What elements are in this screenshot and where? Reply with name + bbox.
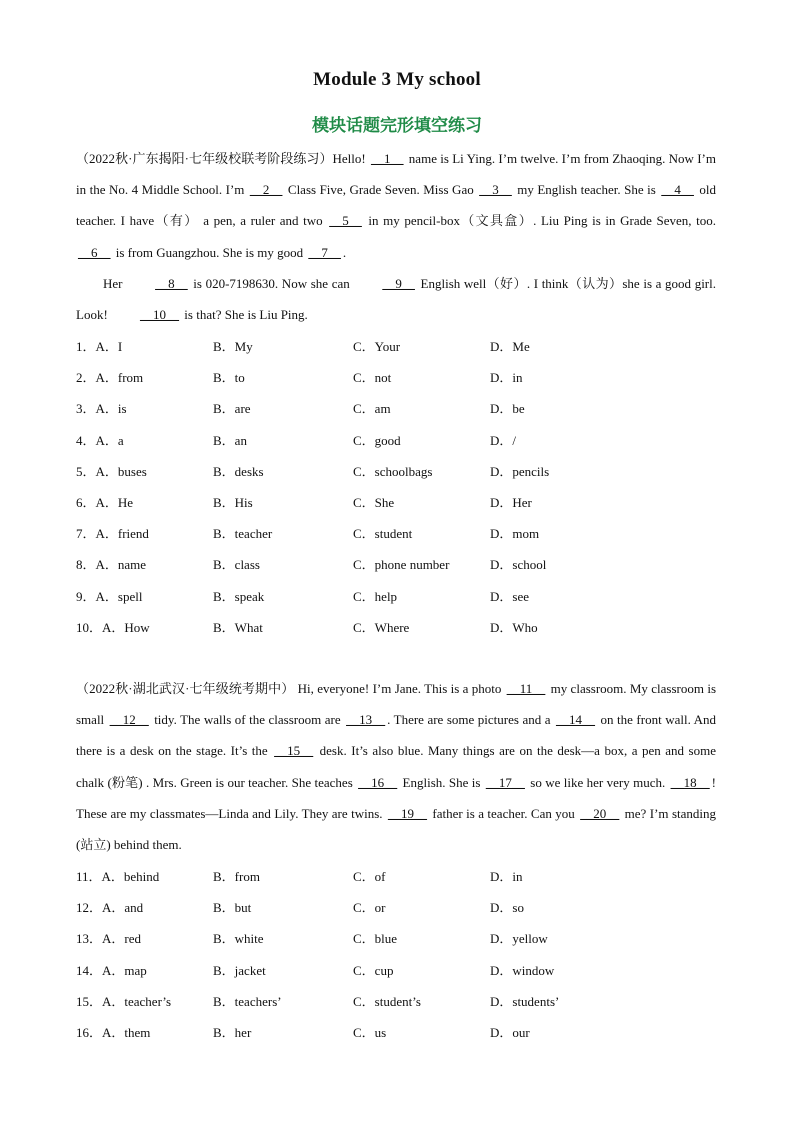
page-title: Module 3 My school	[313, 69, 481, 90]
question-row	[76, 581, 716, 612]
passage-text: （2022秋·广东揭阳·七年级校联考阶段练习）Hello!	[76, 151, 370, 166]
passage-text: desk. It’s also blue. Many things are on the desk—a box, a pen and some chalk (粉笔) . Mrs. Green is our teacher. She teaches	[76, 743, 716, 790]
option-d[interactable]: D．mom	[490, 526, 540, 542]
option-c[interactable]: C．She	[353, 494, 395, 510]
passage-text: is 020-7198630. Now she can	[189, 275, 354, 291]
option-d[interactable]: D．our	[490, 1024, 530, 1040]
option-c[interactable]: C．not	[353, 370, 392, 386]
answer-blank[interactable]: __19__	[387, 805, 427, 821]
question-row	[76, 923, 716, 954]
option-a[interactable]: 12．A．and	[76, 900, 144, 916]
option-b[interactable]: B．are	[213, 401, 251, 417]
question-row	[76, 549, 716, 580]
passage-text: father is a teacher. Can you	[428, 805, 579, 821]
answer-blank[interactable]: __3__	[479, 182, 512, 198]
answer-blank[interactable]: __12__	[109, 712, 149, 728]
option-a[interactable]: 14．A．map	[76, 962, 147, 978]
question-row	[76, 518, 716, 549]
option-d[interactable]: D．Who	[490, 619, 538, 635]
passage-text: is from Guangzhou. She is my good	[112, 244, 307, 260]
answer-blank[interactable]: __14__	[556, 712, 595, 728]
option-c[interactable]: C．us	[353, 1024, 387, 1040]
option-a[interactable]: 3．A．is	[76, 401, 127, 417]
option-b[interactable]: B．white	[213, 931, 264, 947]
option-b[interactable]: B．class	[213, 557, 260, 573]
option-a[interactable]: 10．A．How	[76, 619, 150, 635]
question-row	[76, 861, 716, 892]
option-c[interactable]: C．Where	[353, 619, 410, 635]
option-a[interactable]: 6．A．He	[76, 494, 134, 510]
option-d[interactable]: D．/	[490, 432, 517, 448]
question-row	[76, 362, 716, 393]
option-a[interactable]: 8．A．name	[76, 557, 147, 573]
question-row	[76, 1017, 716, 1048]
answer-blank[interactable]: __10__	[140, 307, 180, 323]
answer-blank[interactable]: __16__	[358, 774, 398, 790]
option-c[interactable]: C．student	[353, 526, 413, 542]
passage-text: （2022秋·湖北武汉·七年级统考期中） Hi, everyone! I’m Jane. This is a photo	[76, 681, 505, 696]
option-a[interactable]: 15．A．teacher’s	[76, 993, 172, 1009]
option-d[interactable]: D．school	[490, 557, 547, 573]
passage-text: English. She is	[399, 774, 484, 790]
option-c[interactable]: C．schoolbags	[353, 463, 433, 479]
option-c[interactable]: C．help	[353, 588, 398, 604]
passage-text: so we like her very much.	[526, 774, 669, 790]
answer-blank[interactable]: __6__	[78, 244, 111, 260]
option-a[interactable]: 7．A．friend	[76, 526, 149, 542]
option-a[interactable]: 9．A．spell	[76, 588, 143, 604]
option-b[interactable]: B．but	[213, 900, 252, 916]
option-d[interactable]: D．Her	[490, 494, 532, 510]
option-b[interactable]: B．to	[213, 370, 245, 386]
option-c[interactable]: C．cup	[353, 962, 394, 978]
option-b[interactable]: B．speak	[213, 588, 265, 604]
passage-text: on the front wall. And there is a desk on the stage. It’s the	[76, 712, 716, 759]
option-a[interactable]: 1．A．I	[76, 339, 123, 354]
answer-blank[interactable]: __4__	[661, 182, 694, 198]
option-a[interactable]: 5．A．buses	[76, 463, 147, 479]
option-a[interactable]: 2．A．from	[76, 370, 144, 386]
option-d[interactable]: D．in	[490, 370, 523, 386]
option-b[interactable]: B．teachers’	[213, 993, 282, 1009]
option-c[interactable]: C．good	[353, 432, 401, 448]
option-d[interactable]: D．pencils	[490, 463, 550, 479]
passage-text: in my pencil-box（文具盒）. Liu Ping is in Grade Seven, too.	[363, 213, 716, 229]
option-c[interactable]: C．student’s	[353, 993, 421, 1009]
option-b[interactable]: B．desks	[213, 463, 264, 479]
passage-1-paragraph-2	[76, 268, 716, 330]
option-d[interactable]: D．yellow	[490, 931, 548, 947]
page-subtitle: 模块话题完形填空练习	[312, 116, 482, 136]
question-row	[76, 612, 716, 643]
option-a[interactable]: 11．A．behind	[76, 869, 160, 884]
option-c[interactable]: C．am	[353, 401, 391, 417]
passage-1	[76, 143, 716, 330]
answer-blank[interactable]: __17__	[485, 774, 525, 790]
question-row	[76, 892, 716, 923]
passage-text: tidy. The walls of the classroom are	[150, 712, 345, 728]
option-c[interactable]: C．blue	[353, 931, 398, 947]
question-row	[76, 986, 716, 1017]
option-a[interactable]: 4．A．a	[76, 432, 124, 448]
passage-text: me? I’m standing (站立) behind them.	[76, 805, 716, 853]
question-row	[76, 425, 716, 456]
passage-text: is that? She is Liu Ping.	[181, 307, 308, 323]
passage-text: ! These are my classmates—Linda and Lily. They are twins.	[76, 774, 716, 821]
option-a[interactable]: 16．A．them	[76, 1024, 151, 1040]
answer-blank[interactable]: __11__	[506, 681, 546, 696]
passage-text: Her	[103, 275, 127, 291]
passage-1-paragraph-1	[76, 143, 716, 268]
option-b[interactable]: B．My	[213, 339, 253, 354]
option-d[interactable]: D．so	[490, 900, 524, 916]
option-d[interactable]: D．window	[490, 962, 555, 978]
answer-blank[interactable]: __2__	[249, 182, 283, 198]
option-a[interactable]: 13．A．red	[76, 931, 141, 947]
passage-text: Class Five, Grade Seven. Miss Gao	[284, 182, 478, 198]
option-c[interactable]: C．of	[353, 869, 386, 884]
passage-2-paragraph-1	[76, 673, 716, 860]
passage-text: my classroom. My classroom is small	[76, 681, 717, 728]
option-b[interactable]: B．His	[213, 494, 253, 510]
passage-2	[76, 673, 716, 860]
option-d[interactable]: D．in	[490, 869, 523, 884]
question-list-1	[76, 331, 716, 643]
option-c[interactable]: C．phone number	[353, 557, 450, 573]
answer-blank[interactable]: __15__	[274, 743, 314, 759]
answer-blank[interactable]: __20__	[580, 805, 620, 821]
answer-blank[interactable]: __8__	[155, 275, 188, 291]
question-row	[76, 393, 716, 424]
option-b[interactable]: B．an	[213, 432, 247, 448]
option-b[interactable]: B．teacher	[213, 526, 273, 542]
answer-blank[interactable]: __13__	[346, 712, 386, 728]
option-d[interactable]: D．students’	[490, 993, 560, 1009]
question-row	[76, 456, 716, 487]
question-row	[76, 487, 716, 518]
answer-blank[interactable]: __5__	[329, 213, 362, 229]
option-b[interactable]: B．from	[213, 869, 260, 884]
option-d[interactable]: D．see	[490, 588, 529, 604]
option-d[interactable]: D．Me	[490, 339, 530, 354]
passage-text: . There are some pictures and a	[387, 712, 554, 728]
passage-text: name is Li Ying. I’m twelve. I’m from Zhaoqing. Now I’m in the No. 4 Middle School. I’m	[76, 151, 716, 198]
question-row	[76, 331, 716, 362]
passage-text: my English teacher. She is	[513, 182, 660, 198]
passage-text: English well（好）. I think（认为）she is a good girl. Look!	[76, 275, 717, 323]
option-c[interactable]: C．Your	[353, 339, 401, 354]
answer-blank[interactable]: __1__	[371, 151, 404, 166]
passage-text: old teacher. I have（有） a pen, a ruler and two	[76, 182, 716, 229]
option-b[interactable]: B．What	[213, 619, 263, 635]
passage-text: .	[342, 244, 347, 260]
answer-blank[interactable]: __9__	[382, 275, 415, 291]
answer-blank[interactable]: __18__	[670, 774, 710, 790]
option-c[interactable]: C．or	[353, 900, 386, 916]
question-row	[76, 955, 716, 986]
option-b[interactable]: B．her	[213, 1024, 252, 1040]
option-b[interactable]: B．jacket	[213, 962, 266, 978]
option-d[interactable]: D．be	[490, 401, 525, 417]
answer-blank[interactable]: __7__	[308, 244, 341, 260]
question-list-2	[76, 861, 716, 1048]
